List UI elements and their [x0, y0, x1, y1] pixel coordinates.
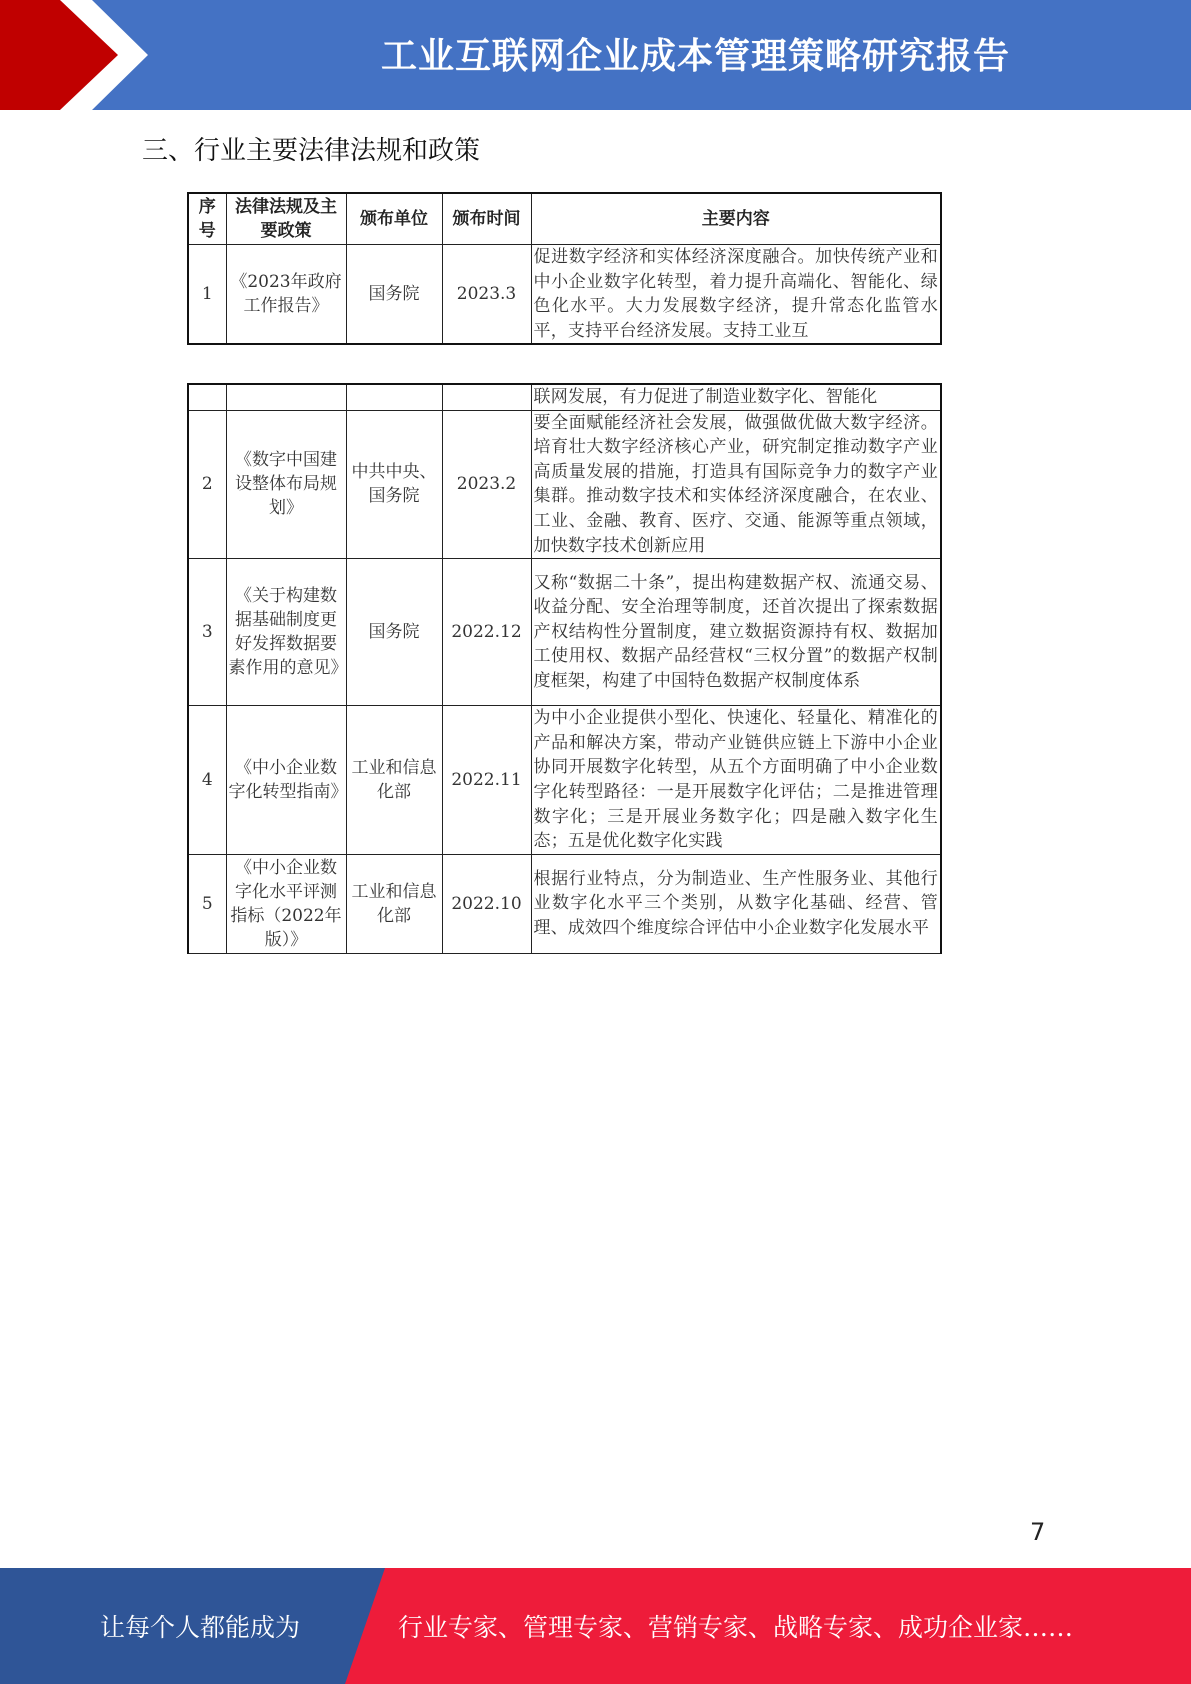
row-date: 2023.2: [442, 410, 531, 559]
row-content: 为中小企业提供小型化、快速化、轻量化、精准化的产品和解决方案，带动产业链供应链上下游中小企业协同开展数字化转型，从五个方面明确了中小企业数字化转型路径：一是开展数字化评估；二是推进管理数字化；三是开展业务数字化；四是融入数字化生态；五是优化数字化实践: [531, 706, 941, 855]
policy-table-part-2: [187, 383, 942, 954]
row-date: 2023.3: [442, 245, 531, 345]
row-name: 《中小企业数字化水平评测指标（2022年版）》: [226, 854, 346, 953]
footer-slogan-right: 行业专家、管理专家、营销专家、战略专家、成功企业家……: [398, 1613, 1074, 1642]
row-content: 促进数字经济和实体经济深度融合。加快传统产业和中小企业数字化转型，着力提升高端化、智能化、绿色化水平。大力发展数字经济，提升常态化监管水平，支持平台经济发展。支持工业互: [531, 245, 941, 345]
report-title: 工业互联网企业成本管理策略研究报告: [380, 35, 1010, 77]
row-date: 2022.12: [442, 559, 531, 706]
empty-cell: [226, 384, 346, 410]
empty-cell: [346, 384, 442, 410]
footer-slogan-left: 让每个人都能成为: [99, 1613, 300, 1642]
page-header: [0, 0, 1191, 110]
row-content: 联网发展，有力促进了制造业数字化、智能化: [531, 384, 941, 410]
row-no: 5: [188, 854, 226, 953]
table-row: [188, 245, 941, 345]
row-name: 《2023年政府工作报告》: [226, 245, 346, 345]
row-date: 2022.10: [442, 854, 531, 953]
row-no: 2: [188, 410, 226, 559]
row-issuer: 工业和信息化部: [346, 706, 442, 855]
row-content: 又称“数据二十条”，提出构建数据产权、流通交易、收益分配、安全治理等制度，还首次提出了探索数据产权结构性分置制度，建立数据资源持有权、数据加工使用权、数据产品经营权“三权分置”的数据产权制度框架，构建了中国特色数据产权制度体系: [531, 559, 941, 706]
table-row: [188, 854, 941, 953]
row-name: 《数字中国建设整体布局规划》: [226, 410, 346, 559]
policy-table-part-1: [187, 192, 942, 345]
header-name: 法律法规及主要政策: [226, 193, 346, 245]
row-name: 《关于构建数据基础制度更好发挥数据要素作用的意见》: [226, 559, 346, 706]
empty-cell: [188, 384, 226, 410]
empty-cell: [442, 384, 531, 410]
row-content: 根据行业特点，分为制造业、生产性服务业、其他行业数字化水平三个类别，从数字化基础、经营、管理、成效四个维度综合评估中小企业数字化发展水平: [531, 854, 941, 953]
page-footer: [0, 1568, 1191, 1684]
row-no: 4: [188, 706, 226, 855]
row-issuer: 国务院: [346, 559, 442, 706]
table-row: [188, 559, 941, 706]
row-no: 3: [188, 559, 226, 706]
row-name: 《中小企业数字化转型指南》: [226, 706, 346, 855]
row-no: 1: [188, 245, 226, 345]
header-no: 序号: [188, 193, 226, 245]
page-number: 7: [1030, 1518, 1046, 1546]
row-issuer: 中共中央、国务院: [346, 410, 442, 559]
table-row: [188, 410, 941, 559]
table-row-continued: [188, 384, 941, 410]
row-issuer: 工业和信息化部: [346, 854, 442, 953]
header-content: 主要内容: [531, 193, 941, 245]
header-issuer: 颁布单位: [346, 193, 442, 245]
section-title: 三、行业主要法律法规和政策: [142, 136, 481, 166]
table-row: [188, 706, 941, 855]
row-content: 要全面赋能经济社会发展，做强做优做大数字经济。培育壮大数字经济核心产业，研究制定推动数字产业高质量发展的措施，打造具有国际竞争力的数字产业集群。推动数字技术和实体经济深度融合，在农业、工业、金融、教育、医疗、交通、能源等重点领域，加快数字技术创新应用: [531, 410, 941, 559]
row-date: 2022.11: [442, 706, 531, 855]
table-header-row: [188, 193, 941, 245]
row-issuer: 国务院: [346, 245, 442, 345]
header-date: 颁布时间: [442, 193, 531, 245]
